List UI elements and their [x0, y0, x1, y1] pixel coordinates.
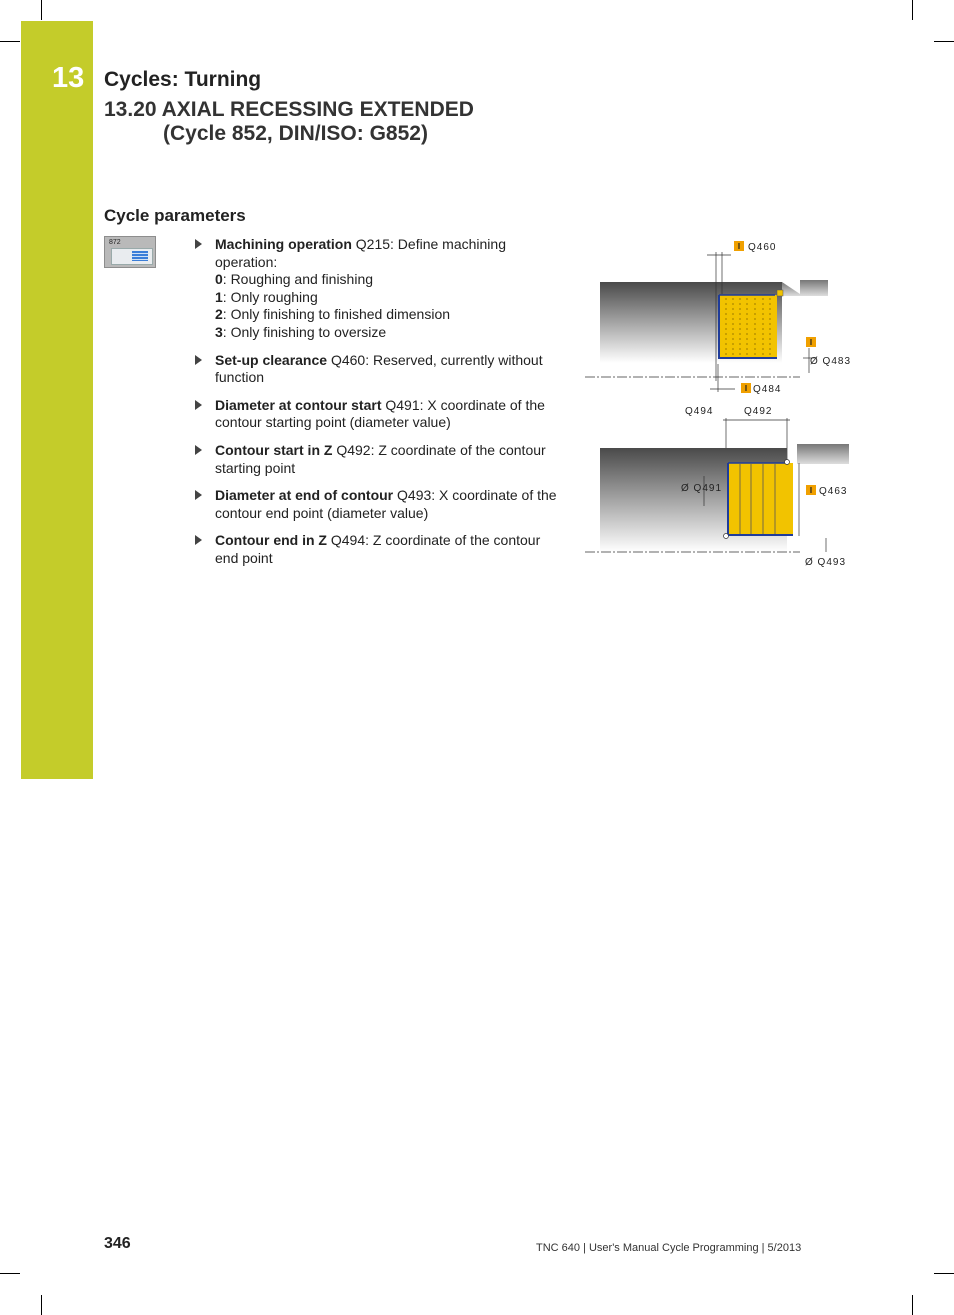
bullet-arrow-icon — [195, 490, 202, 500]
tool-holder — [797, 444, 849, 464]
label-q491: Ø Q491 — [681, 483, 723, 494]
softkey-picture — [111, 248, 153, 265]
recess-area — [719, 295, 777, 358]
param-name: Set-up clearance — [215, 351, 328, 368]
softkey-bars — [132, 251, 148, 261]
tool-tip — [777, 290, 783, 296]
cycle-softkey-icon — [104, 236, 156, 268]
crop-mark — [0, 1273, 20, 1274]
label-q493: Ø Q493 — [805, 557, 847, 568]
parameter-list — [195, 236, 560, 578]
param-name: Machining operation — [215, 236, 352, 252]
label-q460: Q460 — [748, 242, 777, 253]
param-desc: Q215: Define machining operation: — [215, 236, 506, 270]
top-diagram — [585, 241, 851, 395]
tag-marker: I — [737, 242, 741, 251]
end-point — [724, 534, 729, 539]
param-desc: Q460: Reserved, currently without function — [215, 351, 543, 386]
softkey-label: 872 — [109, 239, 121, 246]
bullet-arrow-icon — [195, 445, 202, 455]
param-name: Contour end in Z — [215, 532, 327, 549]
param-item — [195, 397, 560, 432]
label-q494: Q494 — [685, 406, 714, 417]
tool-holder — [800, 280, 828, 296]
page-number: 346 — [104, 1235, 131, 1252]
tag-marker: I — [809, 486, 813, 495]
param-item — [195, 532, 560, 567]
chapter-title: Cycles: Turning — [104, 68, 262, 91]
param-desc: Q493: X coordinate of the contour end point (diameter value) — [215, 487, 557, 521]
option-text: : Only finishing to oversize — [222, 323, 387, 340]
page-heading: Cycle parameters — [104, 206, 246, 225]
bottom-diagram — [585, 406, 849, 568]
chapter-tab — [21, 21, 93, 779]
tag-marker: I — [809, 338, 813, 347]
section-title: 13.20 AXIAL RECESSING EXTENDED — [104, 98, 474, 121]
param-item — [195, 352, 560, 387]
option-number: 1 — [215, 288, 223, 305]
bullet-arrow-icon — [195, 355, 202, 365]
param-name: Diameter at contour start — [215, 396, 382, 413]
param-name: Contour start in Z — [215, 441, 333, 458]
footer-text: TNC 640 | User's Manual Cycle Programming | 5/2013 — [536, 1242, 802, 1254]
option-text: : Roughing and finishing — [222, 271, 374, 288]
param-item — [195, 236, 560, 342]
section-subtitle: (Cycle 852, DIN/ISO: G852) — [163, 122, 428, 145]
label-q463: Q463 — [819, 486, 848, 497]
crop-mark — [934, 1273, 954, 1274]
label-q483: Ø Q483 — [810, 356, 852, 367]
bullet-arrow-icon — [195, 400, 202, 410]
tag-marker: I — [744, 384, 748, 393]
cycle-figure — [585, 236, 865, 576]
option-number: 2 — [215, 306, 223, 323]
param-name: Diameter at end of contour — [215, 487, 394, 504]
crop-mark — [0, 41, 20, 42]
crop-mark — [934, 41, 954, 42]
label-q492: Q492 — [744, 406, 773, 417]
bullet-arrow-icon — [195, 535, 202, 545]
option-text: : Only roughing — [222, 288, 318, 305]
label-q484: Q484 — [753, 384, 782, 395]
param-item — [195, 487, 560, 522]
param-desc: Q492: Z coordinate of the contour starting point — [215, 441, 546, 476]
param-item — [195, 442, 560, 477]
param-desc: Q491: X coordinate of the contour starting point (diameter value) — [215, 396, 545, 431]
bullet-arrow-icon — [195, 239, 202, 249]
start-point — [785, 460, 790, 465]
option-text: : Only finishing to finished dimension — [222, 306, 451, 323]
option-number: 3 — [215, 323, 223, 340]
chapter-number: 13 — [52, 62, 85, 94]
crop-mark — [41, 1295, 42, 1315]
crop-mark — [912, 0, 913, 20]
recess-area — [728, 463, 793, 535]
option-number: 0 — [215, 271, 223, 288]
param-desc: Q494: Z coordinate of the contour end point — [215, 532, 541, 566]
crop-mark — [912, 1295, 913, 1315]
crop-mark — [41, 0, 42, 20]
